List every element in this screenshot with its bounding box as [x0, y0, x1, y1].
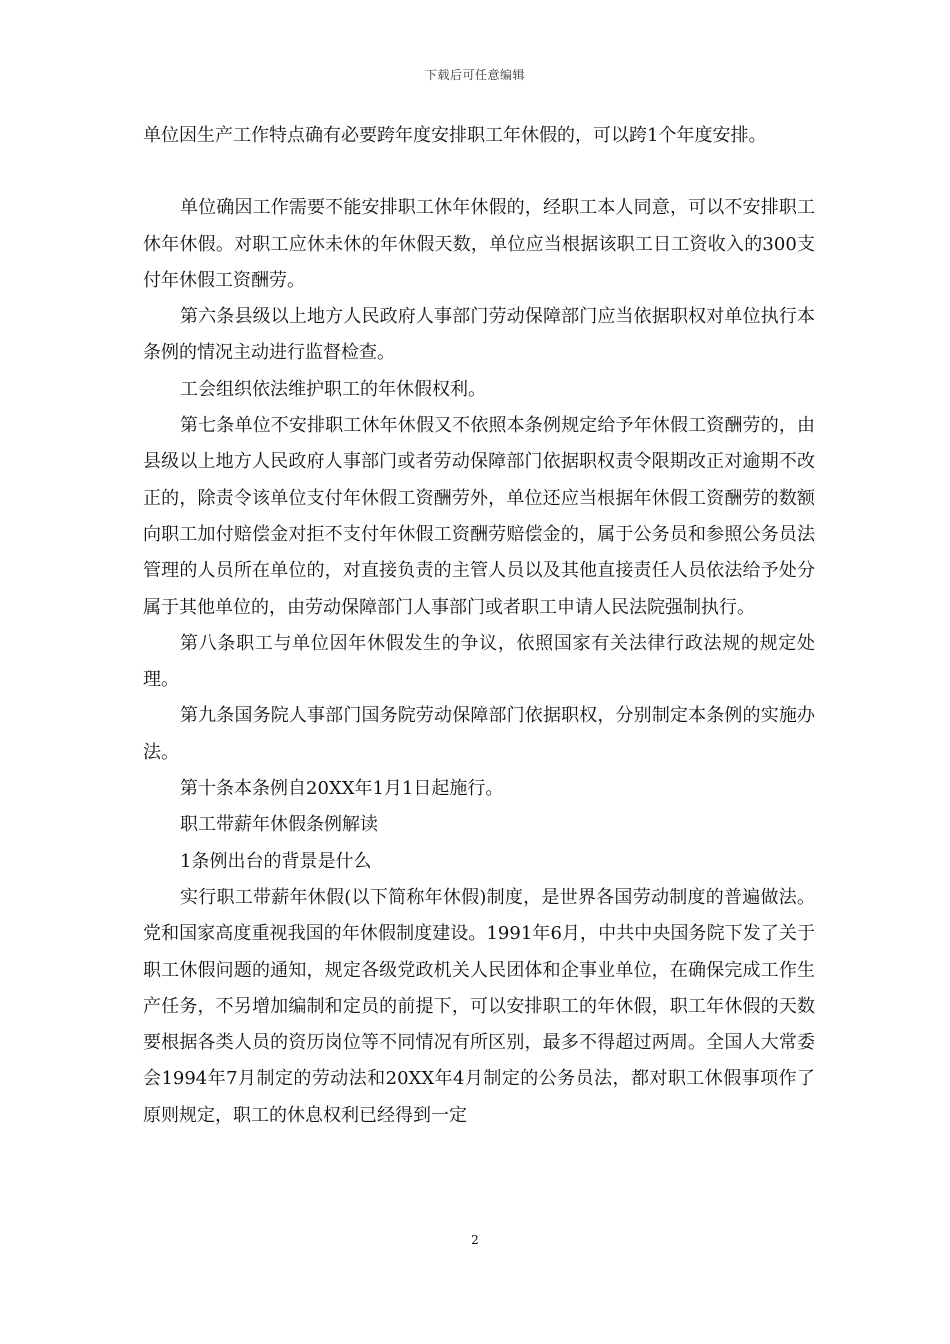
paragraph-3: 第六条县级以上地方人民政府人事部门劳动保障部门应当依据职权对单位执行本条例的情况主动进行监督检查。 [143, 306, 815, 364]
page-header: 下载后可任意编辑 [424, 68, 525, 82]
document-body [143, 118, 815, 1134]
paragraph-11: 实行职工带薪年休假(以下简称年休假)制度，是世界各国劳动制度的普遍做法。党和国家高度重视我国的年休假制度建设。1991年6月，中共中央国务院下发了关于职工休假问题的通知，规定各级党政机关人民团体和企事业单位，在确保完成工作生产任务，不另增加编制和定员的前提下，可以安排职工的年休假，职工年休假的天数要根据各类人员的资历岗位等不同情况有所区别，最多不得超过两周。全国人大常委会1994年7月制定的劳动法和20XX年4月制定的公务员法，都对职工休假事项作了原则规定，职工的休息权利已经得到一定 [143, 886, 815, 1126]
paragraph-gap [143, 154, 815, 190]
paragraph-5: 第七条单位不安排职工休年休假又不依照本条例规定给予年休假工资酬劳的，由县级以上地方人民政府人事部门或者劳动保障部门依据职权责令限期改正对逾期不改正的，除责令该单位支付年休假工资酬劳外，单位还应当根据年休假工资酬劳的数额向职工加付赔偿金对拒不支付年休假工资酬劳赔偿金的，属于公务员和参照公务员法管理的人员所在单位的，对直接负责的主管人员以及其他直接责任人员依法给予处分属于其他单位的，由劳动保障部门人事部门或者职工申请人民法院强制执行。 [143, 415, 815, 618]
paragraph-2: 单位确因工作需要不能安排职工休年休假的，经职工本人同意，可以不安排职工休年休假。对职工应休未休的年休假天数，单位应当根据该职工日工资收入的300支付年休假工资酬劳。 [143, 197, 815, 291]
paragraph-1: 单位因生产工作特点确有必要跨年度安排职工年休假的，可以跨1个年度安排。 [143, 125, 767, 146]
paragraph-7: 第九条国务院人事部门国务院劳动保障部门依据职权，分别制定本条例的实施办法。 [143, 705, 815, 763]
paragraph-6: 第八条职工与单位因年休假发生的争议，依照国家有关法律行政法规的规定处理。 [143, 632, 815, 691]
page-number: 2 [471, 1233, 479, 1247]
section-heading: 职工带薪年休假条例解读 [180, 814, 378, 836]
paragraph-8: 第十条本条例自20XX年1月1日起施行。 [180, 778, 504, 800]
paragraph-4: 工会组织依法维护职工的年休假权利。 [180, 378, 486, 400]
question-heading: 1条例出台的背景是什么 [180, 850, 372, 872]
